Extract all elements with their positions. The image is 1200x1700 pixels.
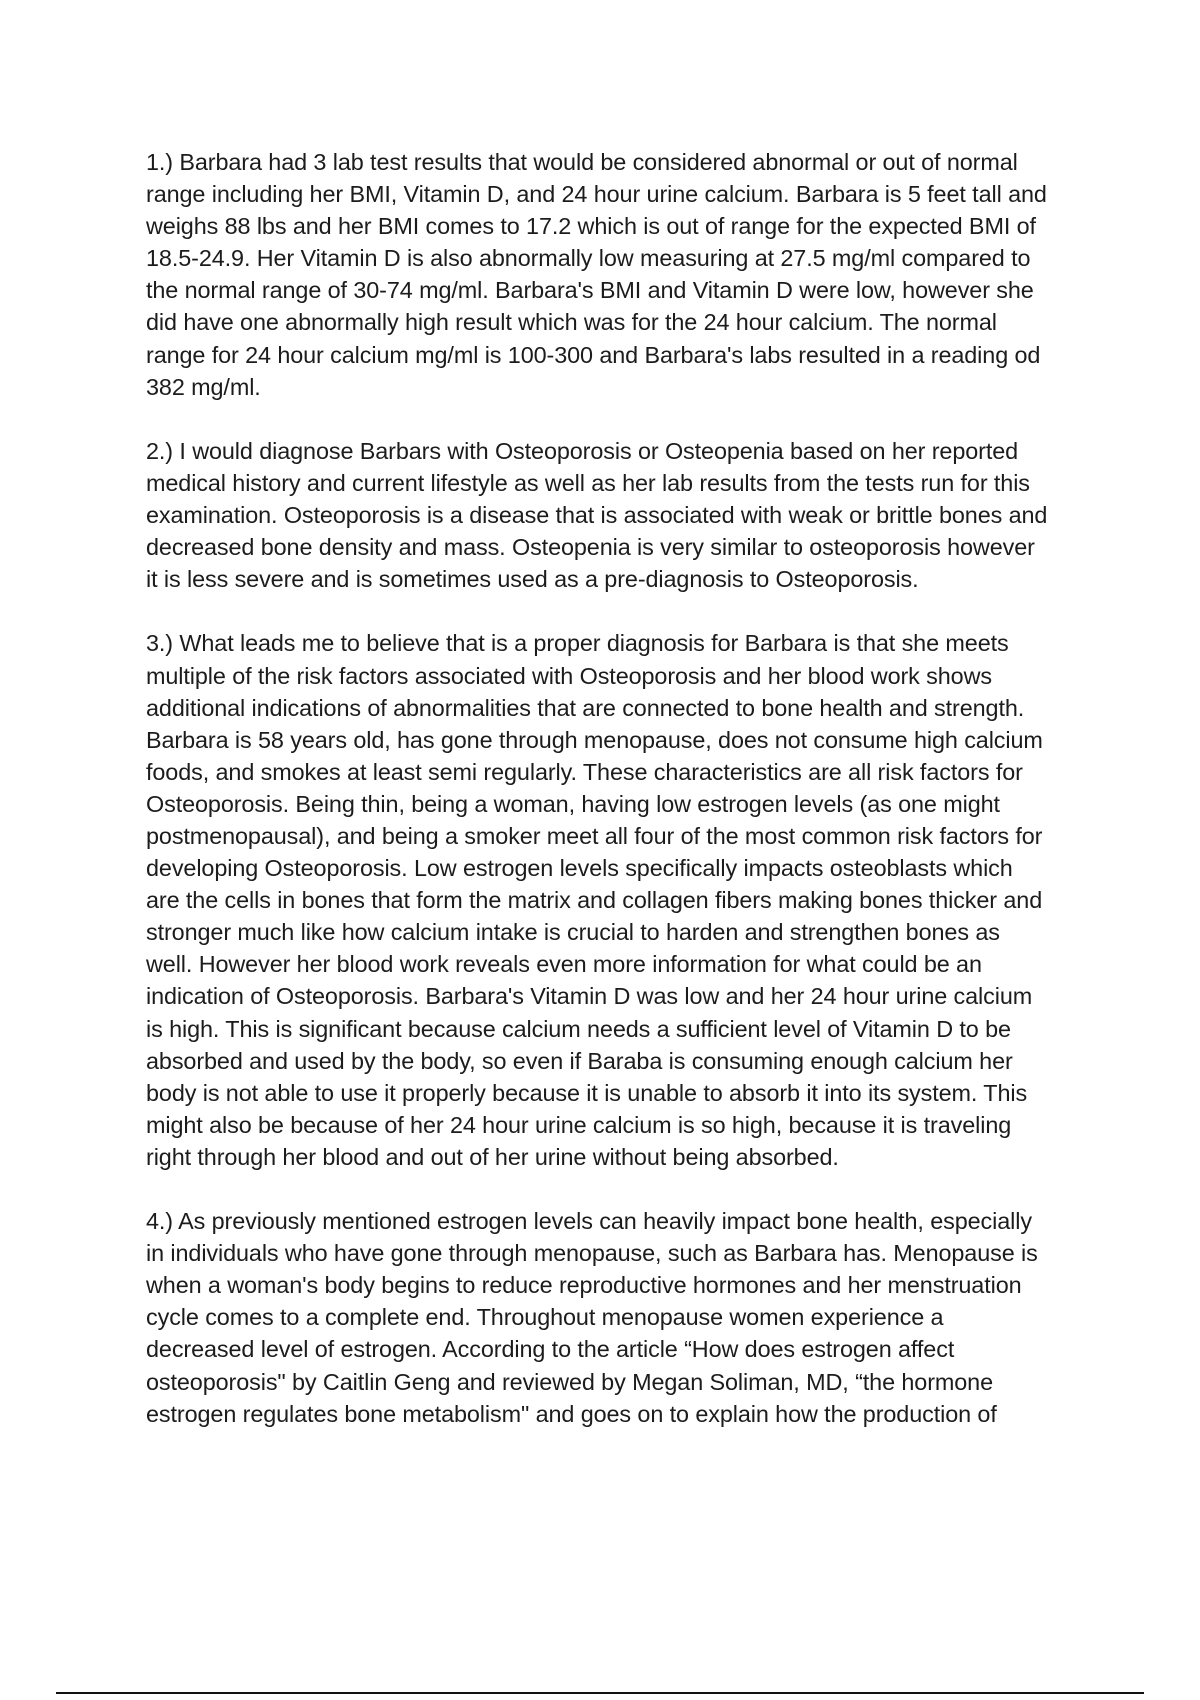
paragraph-answer-3: 3.) What leads me to believe that is a proper diagnosis for Barbara is that she meets multiple of the risk factors associated with Osteoporosis and her blood work shows additional indications of abnormalities that are connected to bone health and strength. Barbara is 58 years old, has gone through menopause, does not consume high calcium foods, and smokes at least semi regularly. These characteristics are all risk factors for Osteoporosis. Being thin, being a woman, having low estrogen levels (as one might postmenopausal), and being a smoker meet all four of the most common risk factors for developing Osteoporosis. Low estrogen levels specifically impacts osteoblasts which are the cells in bones that form the matrix and collagen fibers making bones thicker and stronger much like how calcium intake is crucial to harden and strengthen bones as well. However her blood work reveals even more information for what could be an indication of Osteoporosis. Barbara's Vitamin D was low and her 24 hour urine calcium is high. This is significant because calcium needs a sufficient level of Vitamin D to be absorbed and used by the body, so even if Baraba is consuming enough calcium her body is not able to use it properly because it is unable to absorb it into its system. This might also be because of her 24 hour urine calcium is so high, because it is traveling right through her blood and out of her urine without being absorbed.: [146, 630, 1043, 1170]
paragraph-answer-4: 4.) As previously mentioned estrogen levels can heavily impact bone health, especially in individuals who have gone through menopause, such as Barbara has. Menopause is when a woman's body begins to reduce reproductive hormones and her menstruation cycle comes to a complete end. Throughout menopause women experience a decreased level of estrogen. According to the article “How does estrogen affect osteoporosis" by Caitlin Geng and reviewed by Megan Soliman, MD, “the hormone estrogen regulates bone metabolism" and goes on to explain how the production of: [146, 1208, 1038, 1427]
paragraph-answer-2: 2.) I would diagnose Barbars with Osteoporosis or Osteopenia based on her reported medical history and current lifestyle as well as her lab results from the tests run for this examination. Osteoporosis is a disease that is associated with weak or brittle bones and decreased bone density and mass. Osteopenia is very similar to osteoporosis however it is less severe and is sometimes used as a pre-diagnosis to Osteoporosis.: [146, 437, 1048, 593]
document-body: [146, 146, 1092, 1462]
paragraph-answer-1: 1.) Barbara had 3 lab test results that would be considered abnormal or out of normal range including her BMI, Vitamin D, and 24 hour urine calcium. Barbara is 5 feet tall and weighs 88 lbs and her BMI comes to 17.2 which is out of range for the expected BMI of 18.5-24.9. Her Vitamin D is also abnormally low measuring at 27.5 mg/ml compared to the normal range of 30-74 mg/ml. Barbara's BMI and Vitamin D were low, however she did have one abnormally high result which was for the 24 hour calcium. The normal range for 24 hour calcium mg/ml is 100-300 and Barbara's labs resulted in a reading od 382 mg/ml.: [146, 149, 1047, 400]
bottom-divider-line: [56, 1692, 1144, 1694]
